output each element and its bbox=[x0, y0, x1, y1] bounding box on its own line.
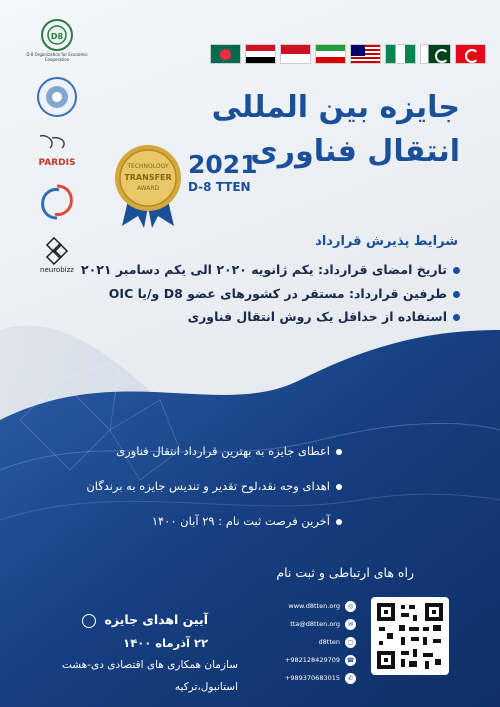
flag-nigeria bbox=[385, 44, 416, 64]
ceremony-location: استانبول،ترکیه bbox=[174, 681, 238, 693]
bullet-icon bbox=[336, 449, 342, 455]
flag-indonesia bbox=[280, 44, 311, 64]
neurobizz-icon bbox=[39, 236, 75, 266]
qr-code-icon bbox=[371, 597, 449, 675]
svg-text:D8: D8 bbox=[50, 32, 64, 41]
flag-iran bbox=[315, 44, 346, 64]
benefit-item: اعطای جایزه به بهترین قرارداد انتقال فناوری bbox=[116, 444, 342, 458]
badge-line-1: TECHNOLOGY bbox=[127, 163, 169, 170]
phone-icon: ☎ bbox=[346, 656, 355, 664]
bullet-icon bbox=[453, 291, 460, 298]
bullet-icon bbox=[453, 314, 460, 321]
d8-logo bbox=[22, 18, 92, 62]
contact-email[interactable]: tta@d8tten.org ✉ bbox=[266, 615, 356, 633]
contact-instagram[interactable]: d8tten ◻ bbox=[266, 633, 356, 651]
d8-caption: D-8 Organization for Economic Cooperation bbox=[26, 52, 88, 62]
bullet-icon bbox=[336, 484, 342, 490]
contact-heading: راه های ارتباطی و ثبت نام bbox=[276, 565, 414, 580]
badge-line-2: TRANSFER bbox=[124, 173, 172, 182]
contact-website[interactable]: www.d8tten.org ◎ bbox=[266, 597, 356, 615]
condition-item: طرفین قرارداد: مستقر در کشورهای عضو D8 و/یا OIC bbox=[109, 286, 460, 301]
title-line-1: جایزه بین المللی bbox=[211, 90, 460, 125]
whatsapp-icon: ✆ bbox=[345, 673, 356, 684]
flag-bangladesh bbox=[210, 44, 241, 64]
pardis-mark-icon bbox=[34, 132, 80, 158]
flag-turkey bbox=[455, 44, 486, 64]
instagram-icon: ◻ bbox=[345, 637, 356, 648]
blue-seal-logo bbox=[22, 76, 92, 118]
contact-whatsapp[interactable]: +989370683015 ✆ bbox=[266, 669, 356, 687]
email-icon: ✉ bbox=[345, 619, 356, 630]
benefit-item: اهدای وجه نقد،لوح تقدیر و تندیس جایزه به برندگان bbox=[86, 479, 342, 493]
conditions-heading: شرایط پذیرش قرارداد bbox=[315, 234, 458, 249]
flag-pakistan bbox=[420, 44, 451, 64]
neurobizz-caption: neurobizz bbox=[40, 266, 74, 274]
pardis-logo bbox=[22, 132, 92, 168]
contact-list bbox=[266, 597, 356, 687]
ceremony-date: ۲۲ آذرماه ۱۴۰۰ bbox=[123, 636, 208, 650]
condition-item: استفاده از حداقل یک روش انتقال فناوری bbox=[188, 309, 460, 324]
ceremony-organization: سازمان همکاری های اقتصادی دی-هشت bbox=[61, 659, 238, 671]
bullet-icon bbox=[453, 267, 460, 274]
title-line-2: انتقال فناوری bbox=[250, 134, 460, 169]
bullet-icon bbox=[336, 519, 342, 525]
award-badge bbox=[108, 140, 188, 230]
tech-park-logo bbox=[22, 182, 92, 222]
condition-item: تاریخ امضای قرارداد: یکم ژانویه ۲۰۲۰ الی یکم دسامبر ۲۰۲۱ bbox=[81, 262, 460, 277]
benefit-item: آخرین فرصت ثبت نام : ۲۹ آبان ۱۴۰۰ bbox=[152, 514, 342, 528]
globe-icon: ◎ bbox=[345, 601, 356, 612]
seal-icon bbox=[36, 76, 78, 118]
badge-line-3: AWARD bbox=[136, 185, 160, 192]
flag-egypt bbox=[245, 44, 276, 64]
ceremony-title: آیین اهدای جایزه bbox=[82, 612, 208, 628]
contact-phone[interactable]: +982128429709 ☎ bbox=[284, 656, 355, 664]
pardis-caption: PARDIS bbox=[38, 158, 76, 168]
qr-code[interactable] bbox=[371, 597, 449, 675]
partner-logos bbox=[22, 18, 92, 288]
clock-icon bbox=[82, 614, 96, 628]
flag-malaysia bbox=[350, 44, 381, 64]
member-flags bbox=[210, 44, 486, 64]
title-subtitle: D-8 TTEN bbox=[188, 180, 251, 194]
title-year: 2021 bbox=[188, 150, 258, 179]
d8-emblem-icon bbox=[35, 18, 79, 52]
tech-park-icon bbox=[37, 182, 77, 222]
